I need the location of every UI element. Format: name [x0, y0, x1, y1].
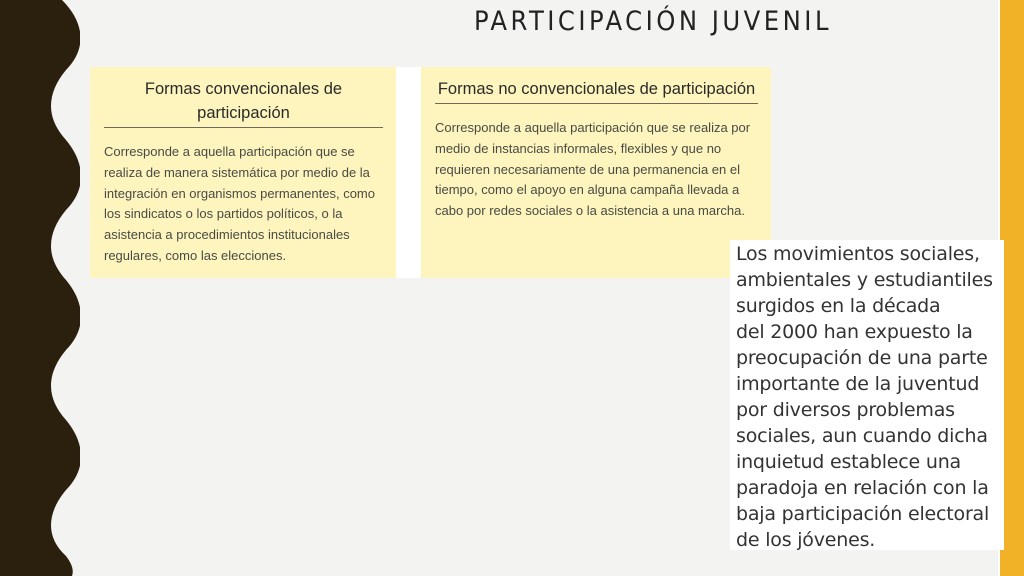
- decorative-wavy-band: [0, 0, 80, 576]
- quote-line: ambientales y estudiantiles: [736, 269, 993, 291]
- quote-line: inquietud establece una: [736, 451, 961, 473]
- quote-line: surgidos en la década: [736, 295, 941, 317]
- quote-box: [730, 240, 1004, 550]
- quote-line: Los movimientos sociales,: [736, 243, 980, 265]
- card-heading: Formas no convencionales de participación: [435, 77, 758, 104]
- card-gap: [396, 67, 421, 278]
- card-body: Corresponde a aquella participación que se realiza de manera sistemática por medio de la integración en organismos permanentes, como los sindicatos o los partidos políticos, o la asistencia a procedimientos institucionales regulares, como las elecciones.: [104, 144, 375, 263]
- quote-line: paradoja en relación con la: [736, 477, 989, 499]
- quote-line: del 2000 han expuesto la: [736, 321, 973, 343]
- card-conventional: [90, 67, 396, 278]
- card-heading: Formas convencionales de participación: [104, 77, 383, 128]
- slide-title: PARTICIPACIÓN JUVENIL: [474, 6, 832, 37]
- quote-line: importante de la juventud: [736, 373, 980, 395]
- quote-line: por diversos problemas: [736, 399, 955, 421]
- quote-line: sociales, aun cuando dicha: [736, 425, 988, 447]
- quote-line: baja participación electoral: [736, 503, 990, 525]
- card-non-conventional: [421, 67, 771, 278]
- card-body: Corresponde a aquella participación que se realiza por medio de instancias informales, flexibles y que no requieren necesariamente de una permanencia en el tiempo, como el apoyo en alguna campaña llevada a cabo por redes sociales o la asistencia a una marcha.: [435, 120, 751, 219]
- quote-line: de los jóvenes.: [736, 529, 876, 551]
- quote-line: preocupación de una parte: [736, 347, 988, 369]
